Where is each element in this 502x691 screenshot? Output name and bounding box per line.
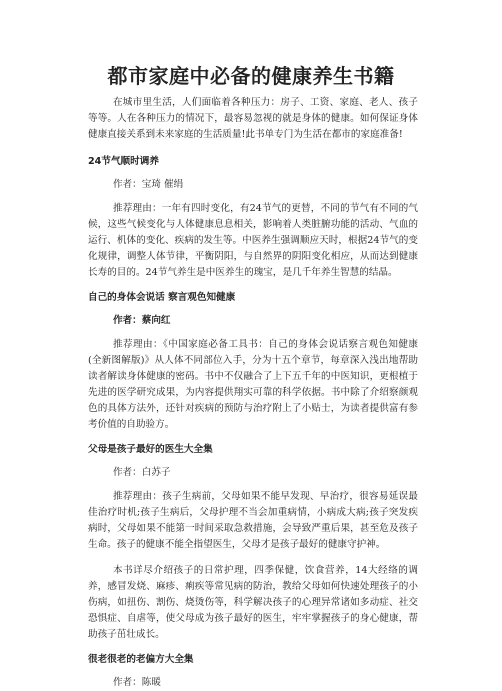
section-paragraph: 推荐理由：一年有四时变化，有24节气的更替，不同的节气有不同的气候，这些气候变化与人体健康息息相关，影响着人类脏腑功能的活动、气血的运行、机体的变化、疾病的发生等。中医养生强调顺应天时，根据24节气的变化规律，调整人体节律，平衡阴阳，与自然界的阴阳变化相应，从而达到健康长寿的目的。24节气养生是中医养生的瑰宝，是几千年养生智慧的结晶。 [88,203,418,278]
section-paragraph: 推荐理由：《中国家庭必备工具书：自己的身体会说话察言观色知健康(全新图解版)》从人体不同部位入手，分为十五个章节，每章深入浅出地帮助读者解读身体健康的密码。书中不仅融合了上下五千年的中医知识，更根植于先进的医学研究成果，为内容提供翔实可靠的科学依据。书中除了介绍察颜观色的具体方法外，还针对疾病的预防与治疗附上了小贴士，为读者提供富有参考价值的自助验方。 [88,339,418,430]
section-paragraph: 推荐理由：孩子生病前，父母如果不能早发现、早治疗，很容易延误最佳治疗时机;孩子生病后，父母护理不当会加重病情，小病成大病;孩子突发疾病时，父母如果不能第一时间采取急救措施，会导致严重后果，甚至危及孩子生命。孩子的健康不能全指望医生，父母才是孩子最好的健康守护神。 [88,491,418,550]
article-body [88,95,418,691]
section-author: 作者：陈暖 [112,677,161,688]
page-title: 都市家庭中必备的健康养生书籍 [107,64,395,88]
section-heading: 父母是孩子最好的医生大全集 [88,444,213,455]
section-author: 作者：白苏子 [112,467,171,478]
section-author: 作者：蔡向红 [112,315,171,326]
section-heading: 24节气顺时调养 [88,156,159,167]
intro-paragraph: 在城市里生活，人们面临着各种压力：房子、工资、家庭、老人、孩子等等。人在各种压力的情况下，最容易忽视的就是身体的健康。如何保证身体健康直接关系到未来家庭的生活质量!此书单专门为生活在都市的家庭准备! [88,97,418,140]
section-heading: 很老很老的老偏方大全集 [88,654,194,665]
section-paragraph: 本书详尽介绍孩子的日常护理，四季保健，饮食营养，14大经络的调养，感冒发烧、麻疹、痢疾等常见病的防治，教给父母如何快速处理孩子的小伤病，如扭伤、割伤、烧烫伤等，科学解决孩子的心理异常诸如多动症、社交恐惧症、自虐等，使父母成为孩子最好的医生，牢牢掌握孩子的身心健康，帮助孩子茁壮成长。 [88,565,418,640]
section-author: 作者：宝琦 催绢 [112,179,184,190]
section-heading: 自己的身体会说话 察言观色知健康 [88,292,236,303]
